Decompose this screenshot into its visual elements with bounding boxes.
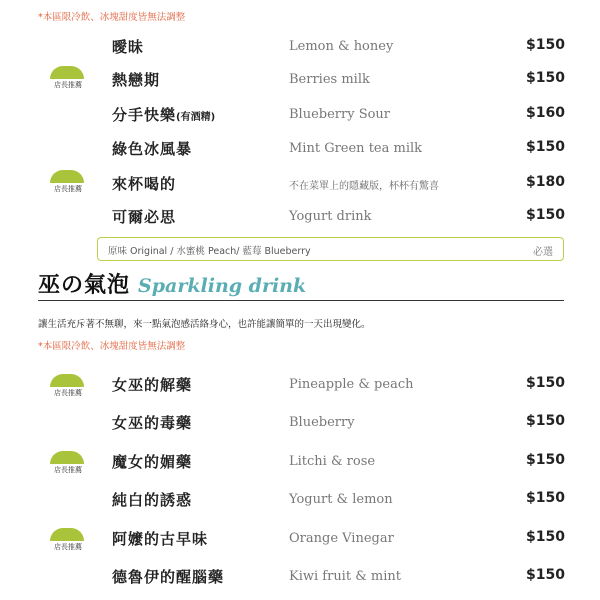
drink-price: $150: [526, 139, 565, 155]
menu-row: [0, 36, 600, 66]
hill-icon: [50, 170, 84, 183]
drink-name-en: Berries milk: [289, 72, 370, 87]
hill-icon: [50, 374, 84, 387]
drink-name-en: Orange Vinegar: [289, 531, 394, 546]
flavor-options-text: 原味 Original / 水蜜桃 Peach/ 藍莓 Blueberry: [108, 246, 311, 257]
drink-name-en: Yogurt drink: [289, 209, 372, 224]
drink-description: 不在菜單上的隱藏版，杯杯有驚喜: [289, 181, 439, 192]
drink-name-zh: 女巫的毒藥: [112, 414, 193, 432]
drink-price: $150: [526, 375, 565, 391]
base-flavor-options: [97, 237, 564, 261]
menu-row: [0, 138, 600, 168]
section-title-zh: 巫の氣泡: [38, 273, 131, 298]
badge-label: 店長推薦: [54, 389, 82, 397]
drink-price: $150: [526, 37, 565, 53]
drink-price: $150: [526, 490, 565, 506]
menu-row: [0, 173, 600, 203]
temperature-note: *本區限冷飲、冰塊甜度皆無法調整: [38, 12, 186, 23]
badge-label: 店長推薦: [54, 185, 82, 193]
drink-name-zh: 女巫的解藥: [112, 376, 193, 394]
drink-price: $150: [526, 207, 565, 223]
section-title: [38, 268, 306, 299]
drink-name-zh: 來杯喝的: [112, 175, 177, 193]
drink-name-zh: 熱戀期: [112, 71, 161, 89]
menu-row: [0, 104, 600, 134]
drink-name-en: Blueberry: [289, 415, 355, 430]
menu-row: [0, 69, 600, 99]
hill-icon: [50, 66, 84, 79]
drink-price: $160: [526, 105, 565, 121]
manager-recommend-badge: [50, 66, 86, 90]
section-title-en: Sparkling drink: [138, 275, 307, 297]
drink-name-zh: 魔女的媚藥: [112, 453, 193, 471]
badge-label: 店長推薦: [54, 543, 82, 551]
manager-recommend-badge: [50, 374, 86, 398]
drink-name-en: Lemon & honey: [289, 39, 394, 54]
drink-price: $150: [526, 529, 565, 545]
drink-name-en: Litchi & rose: [289, 454, 376, 469]
drink-price: $150: [526, 70, 565, 86]
manager-recommend-badge: [50, 170, 86, 194]
drink-name-zh: 可爾必思: [112, 208, 177, 226]
drink-price: $150: [526, 452, 565, 468]
drink-name-zh: 純白的誘惑: [112, 491, 193, 509]
manager-recommend-badge: [50, 528, 86, 552]
manager-recommend-badge: [50, 451, 86, 475]
drink-name-en: Pineapple & peach: [289, 377, 414, 392]
badge-label: 店長推薦: [54, 81, 82, 89]
alcohol-note: (有酒精): [176, 112, 216, 123]
drink-name-zh: 曖昧: [112, 38, 145, 56]
badge-label: 店長推薦: [54, 466, 82, 474]
drink-name-zh: 綠色冰風暴: [112, 140, 193, 158]
temperature-note: *本區限冷飲、冰塊甜度皆無法調整: [38, 341, 186, 352]
drink-name-en: Blueberry Sour: [289, 107, 391, 122]
drink-price: $150: [526, 567, 565, 583]
menu-row: [0, 206, 600, 236]
drink-price: $150: [526, 413, 565, 429]
drink-name-zh: 分手快樂(有酒精): [112, 106, 216, 124]
drink-name-en: Yogurt & lemon: [289, 492, 393, 507]
menu-row: [0, 528, 600, 558]
section-intro: 讓生活充斥著不無聊，來一點氣泡感活絡身心，也許能讓簡單的一天出現變化。: [38, 319, 371, 330]
drink-name-en: Mint Green tea milk: [289, 141, 423, 156]
drink-name-zh: 德魯伊的醒腦藥: [112, 568, 225, 586]
section-divider: [38, 300, 564, 301]
menu-row: [0, 566, 600, 596]
drink-name-zh: 阿嬤的古早味: [112, 530, 209, 548]
drink-name-en: Kiwi fruit & mint: [289, 569, 401, 584]
menu-row: [0, 489, 600, 519]
drink-price: $180: [526, 174, 565, 190]
menu-row: [0, 451, 600, 481]
hill-icon: [50, 528, 84, 541]
menu-row: [0, 412, 600, 442]
hill-icon: [50, 451, 84, 464]
menu-row: [0, 374, 600, 404]
required-label: 必選: [533, 247, 553, 258]
